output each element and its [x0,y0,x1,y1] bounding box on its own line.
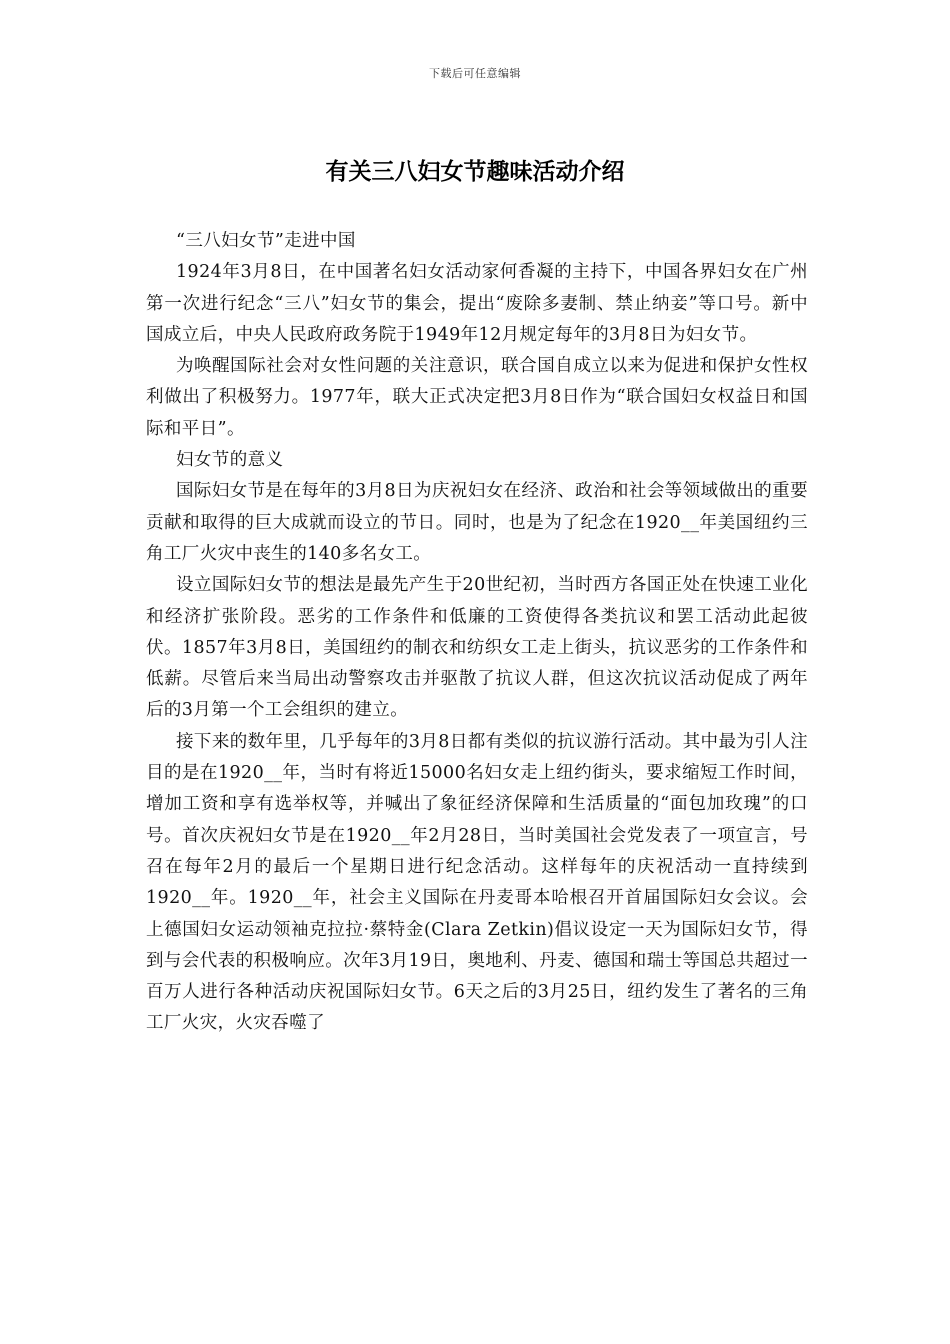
document-title: 有关三八妇女节趣味活动介绍 [325,159,625,185]
header-note: 下载后可任意编辑 [429,67,521,80]
paragraph: 国际妇女节是在每年的3月8日为庆祝妇女在经济、政治和社会等领域做出的重要贡献和取得的巨大成就而设立的节日。同时，也是为了纪念在1920__年美国纽约三角工厂火灾中丧生的140多名女工。 [146,481,808,564]
document-body [146,226,808,1040]
section-heading: 妇女节的意义 [176,450,284,471]
paragraph: 设立国际妇女节的想法是最先产生于20世纪初，当时西方各国正处在快速工业化和经济扩张阶段。恶劣的工作条件和低廉的工资使得各类抗议和罢工活动此起彼伏。1857年3月8日，美国纽约的制衣和纺织女工走上街头，抗议恶劣的工作条件和低薪。尽管后来当局出动警察攻击并驱散了抗议人群，但这次抗议活动促成了两年后的3月第一个工会组织的建立。 [146,575,808,721]
paragraph: 1924年3月8日，在中国著名妇女活动家何香凝的主持下，中国各界妇女在广州第一次进行纪念“三八”妇女节的集会，提出“废除多妻制、禁止纳妾”等口号。新中国成立后，中央人民政府政务院于1949年12月规定每年的3月8日为妇女节。 [146,262,808,345]
section-heading: “三八妇女节”走进中国 [176,231,356,251]
paragraph: 为唤醒国际社会对女性问题的关注意识，联合国自成立以来为促进和保护女性权利做出了积极努力。1977年，联大正式决定把3月8日作为“联合国妇女权益日和国际和平日”。 [146,356,808,439]
paragraph: 接下来的数年里，几乎每年的3月8日都有类似的抗议游行活动。其中最为引人注目的是在1920__年，当时有将近15000名妇女走上纽约街头，要求缩短工作时间，增加工资和享有选举权等，并喊出了象征经济保障和生活质量的“面包加玫瑰”的口号。首次庆祝妇女节是在1920__年2月28日，当时美国社会党发表了一项宣言，号召在每年2月的最后一个星期日进行纪念活动。这样每年的庆祝活动一直持续到1920__年。1920__年，社会主义国际在丹麦哥本哈根召开首届国际妇女会议。会上德国妇女运动领袖克拉拉·蔡特金(Clara Zetkin)倡议设定一天为国际妇女节，得到与会代表的积极响应。次年3月19日，奥地利、丹麦、德国和瑞士等国总共超过一百万人进行各种活动庆祝国际妇女节。6天之后的3月25日，纽约发生了著名的三角工厂火灾，火灾吞噬了 [146,731,808,1034]
